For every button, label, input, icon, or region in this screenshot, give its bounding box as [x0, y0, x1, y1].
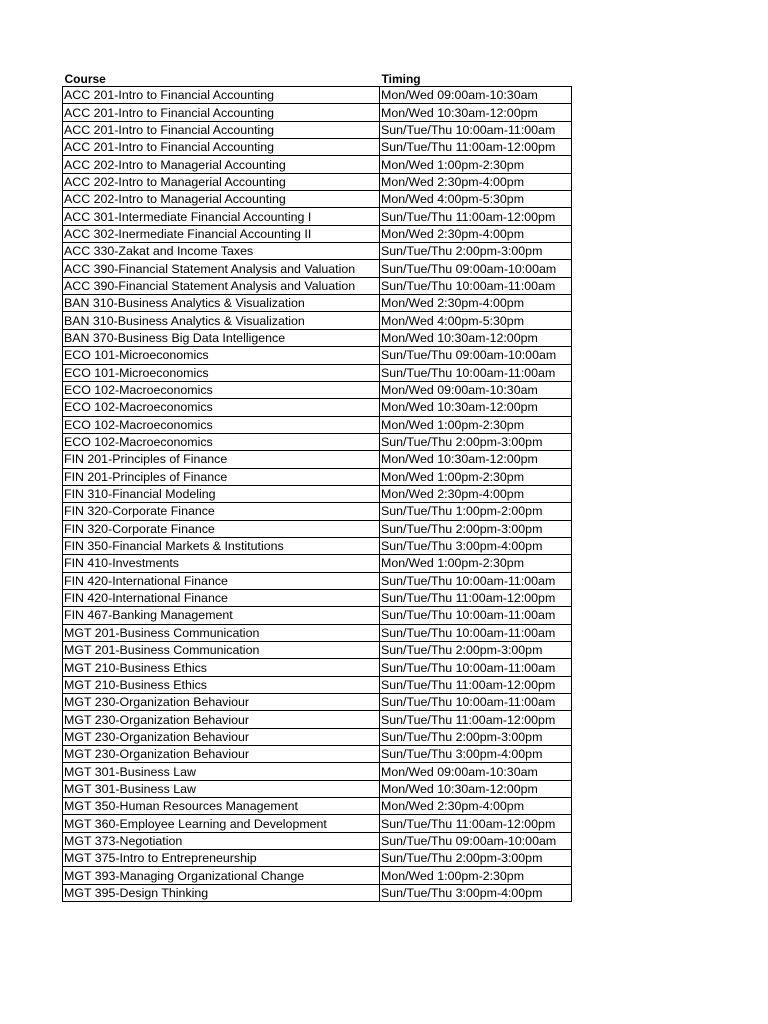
table-row [63, 277, 572, 294]
timing-cell[interactable]: Sun/Tue/Thu 09:00am-10:00am [380, 832, 572, 849]
table-row [63, 87, 572, 104]
timing-cell[interactable]: Sun/Tue/Thu 10:00am-11:00am [380, 364, 572, 381]
timing-cell[interactable]: Sun/Tue/Thu 11:00am-12:00pm [380, 815, 572, 832]
course-cell[interactable]: BAN 310-Business Analytics & Visualization [63, 295, 380, 312]
course-cell[interactable]: MGT 230-Organization Behaviour [63, 711, 380, 728]
timing-cell[interactable]: Mon/Wed 09:00am-10:30am [380, 381, 572, 398]
table-row [63, 711, 572, 728]
table-row [63, 503, 572, 520]
timing-cell[interactable]: Mon/Wed 2:30pm-4:00pm [380, 295, 572, 312]
course-cell[interactable]: FIN 410-Investments [63, 555, 380, 572]
header-row [63, 69, 572, 87]
course-cell[interactable]: ACC 202-Intro to Managerial Accounting [63, 173, 380, 190]
timing-cell[interactable]: Mon/Wed 2:30pm-4:00pm [380, 485, 572, 502]
course-cell[interactable]: ACC 330-Zakat and Income Taxes [63, 243, 380, 260]
course-cell[interactable]: MGT 301-Business Law [63, 780, 380, 797]
timing-cell[interactable]: Sun/Tue/Thu 10:00am-11:00am [380, 572, 572, 589]
timing-cell[interactable]: Sun/Tue/Thu 3:00pm-4:00pm [380, 746, 572, 763]
course-cell[interactable]: BAN 310-Business Analytics & Visualization [63, 312, 380, 329]
table-row [63, 676, 572, 693]
course-cell[interactable]: ECO 102-Macroeconomics [63, 433, 380, 450]
course-cell[interactable]: ACC 202-Intro to Managerial Accounting [63, 191, 380, 208]
timing-cell[interactable]: Mon/Wed 1:00pm-2:30pm [380, 555, 572, 572]
course-cell[interactable]: FIN 320-Corporate Finance [63, 503, 380, 520]
course-cell[interactable]: ACC 202-Intro to Managerial Accounting [63, 156, 380, 173]
timing-cell[interactable]: Sun/Tue/Thu 11:00am-12:00pm [380, 139, 572, 156]
timing-cell[interactable]: Sun/Tue/Thu 2:00pm-3:00pm [380, 850, 572, 867]
course-cell[interactable]: FIN 467-Banking Management [63, 607, 380, 624]
table-row [63, 243, 572, 260]
table-row [63, 746, 572, 763]
course-cell[interactable]: ECO 102-Macroeconomics [63, 381, 380, 398]
course-cell[interactable]: ACC 301-Intermediate Financial Accounting I [63, 208, 380, 225]
timing-column-header: Timing [381, 72, 421, 86]
table-row [63, 589, 572, 606]
table-row [63, 329, 572, 346]
course-cell[interactable]: FIN 320-Corporate Finance [63, 520, 380, 537]
timing-cell[interactable]: Sun/Tue/Thu 10:00am-11:00am [380, 624, 572, 641]
course-cell[interactable]: MGT 301-Business Law [63, 763, 380, 780]
table-row [63, 208, 572, 225]
timing-cell[interactable]: Sun/Tue/Thu 10:00am-11:00am [380, 694, 572, 711]
course-cell[interactable]: ACC 302-Inermediate Financial Accounting II [63, 225, 380, 242]
timing-cell[interactable]: Mon/Wed 09:00am-10:30am [380, 763, 572, 780]
table-row [63, 121, 572, 138]
table-row [63, 364, 572, 381]
table-row [63, 485, 572, 502]
table-row [63, 468, 572, 485]
course-cell[interactable]: MGT 230-Organization Behaviour [63, 746, 380, 763]
table-row [63, 572, 572, 589]
timing-cell[interactable]: Sun/Tue/Thu 2:00pm-3:00pm [380, 728, 572, 745]
course-cell[interactable]: MGT 373-Negotiation [63, 832, 380, 849]
table-row [63, 867, 572, 884]
table-row [63, 451, 572, 468]
table-row [63, 798, 572, 815]
timing-cell[interactable]: Mon/Wed 10:30am-12:00pm [380, 399, 572, 416]
table-row [63, 780, 572, 797]
timing-cell[interactable]: Mon/Wed 4:00pm-5:30pm [380, 312, 572, 329]
table-row [63, 815, 572, 832]
timing-cell[interactable]: Sun/Tue/Thu 2:00pm-3:00pm [380, 433, 572, 450]
table-row [63, 624, 572, 641]
table-row [63, 607, 572, 624]
timing-cell[interactable]: Sun/Tue/Thu 10:00am-11:00am [380, 277, 572, 294]
course-cell[interactable]: MGT 210-Business Ethics [63, 676, 380, 693]
course-cell[interactable]: ACC 390-Financial Statement Analysis and Valuation [63, 277, 380, 294]
course-cell[interactable]: MGT 360-Employee Learning and Development [63, 815, 380, 832]
timing-cell[interactable]: Mon/Wed 1:00pm-2:30pm [380, 867, 572, 884]
table-row [63, 555, 572, 572]
table-row [63, 537, 572, 554]
table-row [63, 399, 572, 416]
course-cell[interactable]: MGT 230-Organization Behaviour [63, 728, 380, 745]
timing-cell[interactable]: Mon/Wed 1:00pm-2:30pm [380, 468, 572, 485]
table-row [63, 433, 572, 450]
course-cell[interactable]: ECO 101-Microeconomics [63, 364, 380, 381]
table-row [63, 381, 572, 398]
table-row [63, 104, 572, 121]
table-row [63, 884, 572, 901]
course-cell[interactable]: MGT 375-Intro to Entrepreneurship [63, 850, 380, 867]
table-row [63, 642, 572, 659]
table-row [63, 139, 572, 156]
timing-cell[interactable]: Sun/Tue/Thu 11:00am-12:00pm [380, 589, 572, 606]
timing-cell[interactable]: Sun/Tue/Thu 10:00am-11:00am [380, 659, 572, 676]
course-schedule-sheet [62, 69, 572, 902]
course-cell[interactable]: ACC 201-Intro to Financial Accounting [63, 104, 380, 121]
timing-cell[interactable]: Sun/Tue/Thu 09:00am-10:00am [380, 347, 572, 364]
course-cell[interactable]: FIN 420-International Finance [63, 589, 380, 606]
course-cell[interactable]: MGT 350-Human Resources Management [63, 798, 380, 815]
table-row [63, 659, 572, 676]
table-row [63, 347, 572, 364]
timing-cell[interactable]: Sun/Tue/Thu 10:00am-11:00am [380, 607, 572, 624]
course-cell[interactable]: FIN 420-International Finance [63, 572, 380, 589]
table-row [63, 763, 572, 780]
course-cell[interactable]: ACC 201-Intro to Financial Accounting [63, 121, 380, 138]
timing-cell[interactable]: Sun/Tue/Thu 11:00am-12:00pm [380, 676, 572, 693]
course-cell[interactable]: ACC 201-Intro to Financial Accounting [63, 87, 380, 104]
timing-cell[interactable]: Sun/Tue/Thu 09:00am-10:00am [380, 260, 572, 277]
timing-cell[interactable]: Sun/Tue/Thu 1:00pm-2:00pm [380, 503, 572, 520]
timing-cell[interactable]: Mon/Wed 10:30am-12:00pm [380, 780, 572, 797]
course-cell[interactable]: MGT 201-Business Communication [63, 624, 380, 641]
timing-cell[interactable]: Sun/Tue/Thu 3:00pm-4:00pm [380, 537, 572, 554]
timing-cell[interactable]: Mon/Wed 1:00pm-2:30pm [380, 416, 572, 433]
table-row [63, 520, 572, 537]
schedule-body [63, 87, 572, 902]
timing-cell[interactable]: Mon/Wed 10:30am-12:00pm [380, 329, 572, 346]
timing-cell[interactable]: Mon/Wed 10:30am-12:00pm [380, 451, 572, 468]
course-cell[interactable]: FIN 201-Principles of Finance [63, 451, 380, 468]
timing-cell[interactable]: Sun/Tue/Thu 2:00pm-3:00pm [380, 642, 572, 659]
table-row [63, 832, 572, 849]
timing-cell[interactable]: Mon/Wed 2:30pm-4:00pm [380, 798, 572, 815]
course-cell[interactable]: FIN 310-Financial Modeling [63, 485, 380, 502]
timing-cell[interactable]: Sun/Tue/Thu 2:00pm-3:00pm [380, 243, 572, 260]
table-row [63, 225, 572, 242]
course-cell[interactable]: BAN 370-Business Big Data Intelligence [63, 329, 380, 346]
timing-cell[interactable]: Mon/Wed 4:00pm-5:30pm [380, 191, 572, 208]
timing-cell[interactable]: Mon/Wed 10:30am-12:00pm [380, 104, 572, 121]
course-cell[interactable]: MGT 210-Business Ethics [63, 659, 380, 676]
table-row [63, 850, 572, 867]
course-column-header: Course [64, 72, 106, 86]
timing-cell[interactable]: Mon/Wed 1:00pm-2:30pm [380, 156, 572, 173]
course-schedule-table [62, 69, 572, 902]
table-row [63, 295, 572, 312]
timing-cell[interactable]: Sun/Tue/Thu 11:00am-12:00pm [380, 711, 572, 728]
course-cell[interactable]: ECO 101-Microeconomics [63, 347, 380, 364]
timing-cell[interactable]: Sun/Tue/Thu 2:00pm-3:00pm [380, 520, 572, 537]
table-row [63, 416, 572, 433]
course-cell[interactable]: ECO 102-Macroeconomics [63, 399, 380, 416]
table-row [63, 191, 572, 208]
course-cell[interactable]: ACC 201-Intro to Financial Accounting [63, 139, 380, 156]
course-cell[interactable]: ECO 102-Macroeconomics [63, 416, 380, 433]
table-row [63, 260, 572, 277]
timing-cell[interactable]: Sun/Tue/Thu 3:00pm-4:00pm [380, 884, 572, 901]
table-row [63, 173, 572, 190]
table-row [63, 156, 572, 173]
timing-cell[interactable]: Mon/Wed 09:00am-10:30am [380, 87, 572, 104]
timing-cell[interactable]: Mon/Wed 2:30pm-4:00pm [380, 173, 572, 190]
course-cell[interactable]: MGT 393-Managing Organizational Change [63, 867, 380, 884]
course-cell[interactable]: MGT 395-Design Thinking [63, 884, 380, 901]
timing-cell[interactable]: Mon/Wed 2:30pm-4:00pm [380, 225, 572, 242]
course-cell[interactable]: FIN 201-Principles of Finance [63, 468, 380, 485]
table-row [63, 728, 572, 745]
table-row [63, 694, 572, 711]
course-cell[interactable]: MGT 230-Organization Behaviour [63, 694, 380, 711]
course-cell[interactable]: MGT 201-Business Communication [63, 642, 380, 659]
timing-cell[interactable]: Sun/Tue/Thu 11:00am-12:00pm [380, 208, 572, 225]
table-row [63, 312, 572, 329]
course-cell[interactable]: FIN 350-Financial Markets & Institutions [63, 537, 380, 554]
course-cell[interactable]: ACC 390-Financial Statement Analysis and Valuation [63, 260, 380, 277]
timing-cell[interactable]: Sun/Tue/Thu 10:00am-11:00am [380, 121, 572, 138]
